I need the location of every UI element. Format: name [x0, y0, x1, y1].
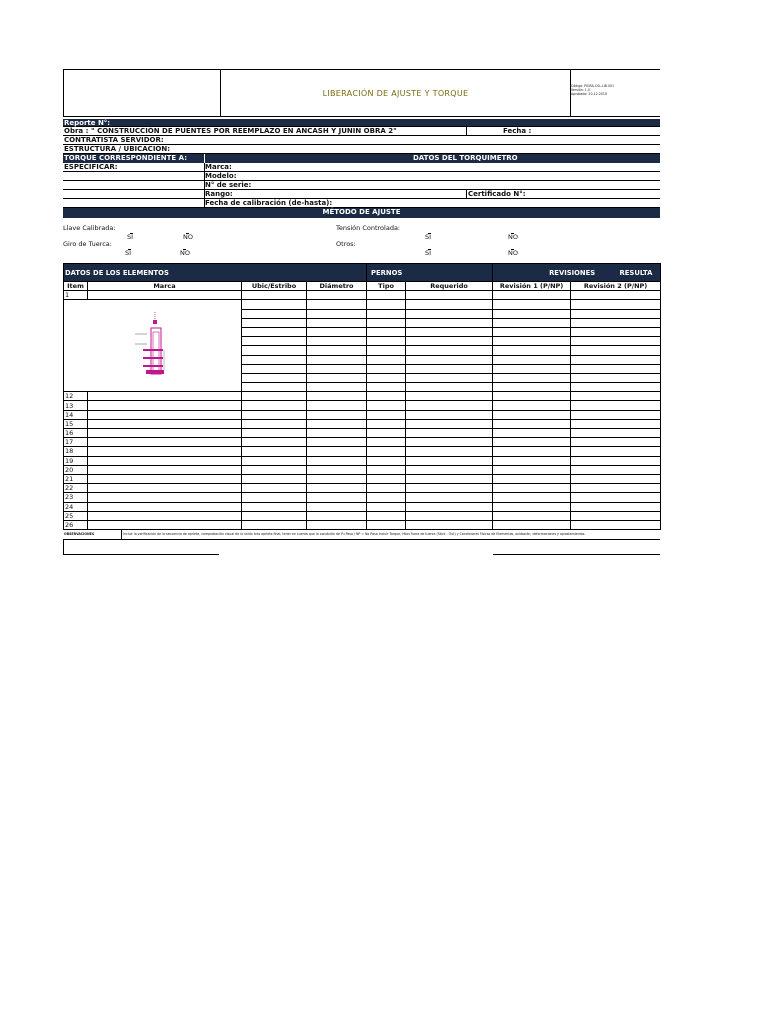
- table-cell[interactable]: [88, 484, 242, 493]
- especificar-row: [63, 163, 660, 172]
- table-cell[interactable]: [493, 392, 571, 401]
- table-cell[interactable]: [493, 355, 571, 364]
- table-row: [64, 419, 661, 428]
- item-number: 19: [64, 456, 88, 465]
- table-cell[interactable]: [307, 373, 367, 382]
- item-number: 18: [64, 447, 88, 456]
- table-cell[interactable]: [307, 355, 367, 364]
- item-number: 22: [64, 484, 88, 493]
- table-cell[interactable]: [406, 383, 493, 392]
- table-cell[interactable]: [571, 383, 661, 392]
- certificado-label: Certificado N°:: [468, 190, 526, 198]
- table-cell[interactable]: [571, 493, 661, 502]
- item-number: 17: [64, 438, 88, 447]
- table-cell[interactable]: [88, 520, 242, 529]
- col-marca: Marca: [88, 282, 242, 291]
- table-cell[interactable]: [307, 447, 367, 456]
- metodo-header: MÉTODO DE AJUSTE: [322, 208, 401, 216]
- table-row: [64, 438, 661, 447]
- table-row: [64, 291, 661, 300]
- item-number: 16: [64, 429, 88, 438]
- table-cell[interactable]: [367, 447, 406, 456]
- table-cell[interactable]: [88, 401, 242, 410]
- table-cell[interactable]: [242, 327, 307, 336]
- table-cell[interactable]: [367, 373, 406, 382]
- table-cell[interactable]: [406, 337, 493, 346]
- table-cell[interactable]: [571, 300, 661, 309]
- table-cell[interactable]: [406, 318, 493, 327]
- table-cell[interactable]: [88, 291, 242, 300]
- table-cell[interactable]: [406, 456, 493, 465]
- table-cell[interactable]: [307, 300, 367, 309]
- table-cell[interactable]: [571, 465, 661, 474]
- table-cell[interactable]: [571, 401, 661, 410]
- item-number: 25: [64, 511, 88, 520]
- table-cell[interactable]: [493, 447, 571, 456]
- table-cell[interactable]: [307, 410, 367, 419]
- table-cell[interactable]: [571, 309, 661, 318]
- observaciones-row: [63, 530, 660, 540]
- table-cell[interactable]: [493, 401, 571, 410]
- table-cell[interactable]: [493, 364, 571, 373]
- table-cell[interactable]: [307, 511, 367, 520]
- torque-header-row: [63, 154, 660, 163]
- logo-area: [64, 70, 221, 116]
- table-cell[interactable]: [242, 474, 307, 483]
- obra-label: Obra :: [64, 127, 89, 135]
- table-cell[interactable]: [307, 318, 367, 327]
- table-cell[interactable]: [493, 419, 571, 428]
- llave-calibrada-label: Llave Calibrada:: [63, 224, 116, 232]
- table-cell[interactable]: [406, 410, 493, 419]
- metodo-ajuste-block: Llave Calibrada: SI NO Giro de Tuerca: SI NO Tensión Controlada: SI NO Otros: SI NO: [63, 218, 660, 263]
- table-cell[interactable]: [88, 456, 242, 465]
- table-cell[interactable]: [367, 484, 406, 493]
- item-number: 1: [64, 291, 88, 300]
- table-cell[interactable]: [493, 520, 571, 529]
- table-cell[interactable]: [493, 318, 571, 327]
- table-cell[interactable]: [406, 401, 493, 410]
- table-cell[interactable]: [571, 364, 661, 373]
- table-cell[interactable]: [406, 511, 493, 520]
- pernos-header: PERNOS: [367, 264, 493, 282]
- signature-line-left: [63, 554, 219, 555]
- table-cell[interactable]: [406, 364, 493, 373]
- table-cell[interactable]: [571, 337, 661, 346]
- table-cell[interactable]: [88, 447, 242, 456]
- table-cell[interactable]: [242, 392, 307, 401]
- table-cell[interactable]: [242, 419, 307, 428]
- table-cell[interactable]: [367, 493, 406, 502]
- torque-correspondiente-label: TORQUE CORRESPONDIENTE A:: [64, 154, 187, 162]
- table-cell[interactable]: [307, 493, 367, 502]
- contratista-label: CONTRATISTA SERVIDOR:: [64, 136, 164, 144]
- meta-code: Código: PIGRA-CSL-LIB-001: [571, 84, 615, 88]
- table-row: [64, 447, 661, 456]
- table-cell[interactable]: [367, 456, 406, 465]
- table-cell[interactable]: [367, 383, 406, 392]
- table-cell[interactable]: [571, 456, 661, 465]
- reporte-row: [63, 119, 660, 127]
- table-cell[interactable]: [493, 309, 571, 318]
- table-cell[interactable]: [406, 429, 493, 438]
- estructura-row: [63, 145, 660, 154]
- table-cell[interactable]: [242, 318, 307, 327]
- table-cell[interactable]: [307, 309, 367, 318]
- col-item: Item: [64, 282, 88, 291]
- rango-label: Rango:: [205, 190, 233, 198]
- table-row: [64, 429, 661, 438]
- observaciones-label: OBSERVACIONES: [64, 532, 95, 537]
- table-cell[interactable]: [406, 373, 493, 382]
- signature-line-right: [493, 554, 660, 555]
- table-cell[interactable]: [242, 438, 307, 447]
- contratista-row: [63, 136, 660, 145]
- table-cell[interactable]: [493, 474, 571, 483]
- col-revision1: Revisión 1 (P/NP): [493, 282, 571, 291]
- table-cell[interactable]: [242, 383, 307, 392]
- table-cell[interactable]: [242, 355, 307, 364]
- table-cell[interactable]: [307, 456, 367, 465]
- table-cell[interactable]: [88, 429, 242, 438]
- footer-signature-area: [63, 540, 660, 548]
- elements-table: [63, 263, 661, 530]
- table-cell[interactable]: [493, 291, 571, 300]
- table-cell[interactable]: [242, 520, 307, 529]
- giro-tuerca-label: Giro de Tuerca:: [63, 240, 112, 248]
- col-tipo: Tipo: [367, 282, 406, 291]
- col-ubic: Ubic/Estribo: [242, 282, 307, 291]
- table-cell[interactable]: [307, 438, 367, 447]
- table-row: [64, 410, 661, 419]
- table-cell[interactable]: [493, 383, 571, 392]
- table-cell[interactable]: [88, 410, 242, 419]
- table-cell[interactable]: [571, 484, 661, 493]
- datos-torquimetro-label: DATOS DEL TORQUIMETRO: [413, 154, 518, 162]
- document-meta: [571, 84, 614, 96]
- table-cell[interactable]: [406, 346, 493, 355]
- table-cell[interactable]: [493, 511, 571, 520]
- table-cell[interactable]: [493, 502, 571, 511]
- table-cell[interactable]: [406, 438, 493, 447]
- meta-version: Versión: 1.0: [571, 88, 590, 92]
- table-cell[interactable]: [367, 318, 406, 327]
- table-cell[interactable]: [242, 401, 307, 410]
- reporte-label: Reporte N°:: [64, 119, 111, 127]
- table-cell[interactable]: [88, 419, 242, 428]
- table-cell[interactable]: [493, 456, 571, 465]
- table-cell[interactable]: [367, 429, 406, 438]
- table-cell[interactable]: [571, 474, 661, 483]
- table-cell[interactable]: [406, 327, 493, 336]
- table-cell[interactable]: [406, 300, 493, 309]
- table-row: [64, 474, 661, 483]
- table-cell[interactable]: [406, 502, 493, 511]
- table-cell[interactable]: [406, 392, 493, 401]
- observaciones-text: Incluir la verificación de la secuencia de apriete, comprobación visual de la unión tras apriete final, tener en cuenta que la condición de P=Pasa / NP = No Pasa incluir Torque, Hilos fuera de tuerca (Stick - Out) y Condiciones Fisicas de Elementos, oxidación, deformaciones y aplastamientos.: [123, 532, 586, 537]
- table-cell[interactable]: [307, 383, 367, 392]
- table-cell[interactable]: [367, 337, 406, 346]
- table-cell[interactable]: [493, 337, 571, 346]
- table-cell[interactable]: [571, 346, 661, 355]
- table-cell[interactable]: [88, 493, 242, 502]
- datos-elementos-header: DATOS DE LOS ELEMENTOS: [64, 264, 367, 282]
- table-cell[interactable]: [242, 493, 307, 502]
- table-cell[interactable]: [493, 484, 571, 493]
- elements-column-header-row: [64, 282, 661, 291]
- table-cell[interactable]: [493, 438, 571, 447]
- table-cell[interactable]: [367, 401, 406, 410]
- form-sheet: [63, 69, 660, 548]
- col-requerido: Requerido: [406, 282, 493, 291]
- bolt-assembly-drawing: [133, 310, 173, 380]
- table-row: [64, 300, 661, 309]
- table-cell[interactable]: [406, 493, 493, 502]
- item-number: 23: [64, 493, 88, 502]
- table-cell[interactable]: [367, 502, 406, 511]
- elements-section-header: [64, 264, 661, 282]
- serie-label: N° de serie:: [205, 181, 252, 189]
- table-cell[interactable]: [242, 511, 307, 520]
- especificar-label: ESPECIFICAR:: [64, 163, 118, 171]
- table-cell[interactable]: [493, 346, 571, 355]
- obra-value: " CONSTRUCCIÓN DE PUENTES POR REEMPLAZO EN ANCASH Y JUNIN OBRA 2": [91, 127, 397, 135]
- table-cell[interactable]: [242, 300, 307, 309]
- table-cell[interactable]: [88, 502, 242, 511]
- table-cell[interactable]: [367, 474, 406, 483]
- modelo-label: Modelo:: [205, 172, 237, 180]
- table-cell[interactable]: [242, 291, 307, 300]
- table-cell[interactable]: [307, 474, 367, 483]
- table-cell[interactable]: [367, 410, 406, 419]
- table-cell[interactable]: [307, 401, 367, 410]
- table-cell[interactable]: [367, 309, 406, 318]
- table-cell[interactable]: [493, 429, 571, 438]
- table-cell[interactable]: [307, 465, 367, 474]
- table-cell[interactable]: [242, 309, 307, 318]
- serie-row: [63, 181, 660, 190]
- table-cell[interactable]: [571, 502, 661, 511]
- table-cell[interactable]: [493, 493, 571, 502]
- table-cell[interactable]: [242, 410, 307, 419]
- table-cell[interactable]: [406, 484, 493, 493]
- table-cell[interactable]: [367, 346, 406, 355]
- table-cell[interactable]: [367, 327, 406, 336]
- table-row: [64, 456, 661, 465]
- table-row: [64, 465, 661, 474]
- rango-row: [63, 190, 660, 199]
- table-cell[interactable]: [406, 309, 493, 318]
- table-cell[interactable]: [367, 364, 406, 373]
- item-number: 20: [64, 465, 88, 474]
- estructura-label: ESTRUCTURA / UBICACIÓN:: [64, 145, 171, 153]
- table-cell[interactable]: [307, 429, 367, 438]
- table-cell[interactable]: [367, 300, 406, 309]
- tension-controlada-label: Tensión Controlada:: [336, 224, 401, 232]
- table-cell[interactable]: [571, 291, 661, 300]
- table-cell[interactable]: [571, 511, 661, 520]
- table-cell[interactable]: [571, 318, 661, 327]
- table-row: [64, 392, 661, 401]
- table-cell[interactable]: [88, 474, 242, 483]
- form-title: LIBERACIÓN DE AJUSTE Y TORQUE: [221, 70, 571, 116]
- table-row: [64, 511, 661, 520]
- table-cell[interactable]: [406, 419, 493, 428]
- table-cell[interactable]: [307, 484, 367, 493]
- table-cell[interactable]: [307, 419, 367, 428]
- table-cell[interactable]: [307, 327, 367, 336]
- table-cell[interactable]: [571, 410, 661, 419]
- table-cell[interactable]: [242, 429, 307, 438]
- table-cell[interactable]: [367, 511, 406, 520]
- table-cell[interactable]: [571, 429, 661, 438]
- modelo-row: [63, 172, 660, 181]
- col-revision2: Revisión 2 (P/NP): [571, 282, 661, 291]
- table-row: [64, 493, 661, 502]
- table-cell[interactable]: [307, 520, 367, 529]
- form-header: [63, 69, 660, 117]
- table-cell[interactable]: [242, 484, 307, 493]
- table-row: [64, 401, 661, 410]
- table-cell[interactable]: [242, 364, 307, 373]
- table-row: [64, 484, 661, 493]
- table-cell[interactable]: [307, 502, 367, 511]
- table-cell[interactable]: [242, 373, 307, 382]
- table-cell[interactable]: [242, 447, 307, 456]
- table-cell[interactable]: [88, 392, 242, 401]
- table-cell[interactable]: [571, 373, 661, 382]
- marca-label: Marca:: [205, 163, 232, 171]
- fecha-calibracion-label: Fecha de calibración (de-hasta):: [205, 199, 333, 207]
- table-cell[interactable]: [406, 355, 493, 364]
- item-number: 14: [64, 410, 88, 419]
- table-cell[interactable]: [406, 474, 493, 483]
- table-cell[interactable]: [406, 291, 493, 300]
- item-number: 12: [64, 392, 88, 401]
- table-cell[interactable]: [571, 438, 661, 447]
- table-cell[interactable]: [242, 337, 307, 346]
- fecha-label: Fecha :: [503, 127, 532, 135]
- table-cell[interactable]: [571, 355, 661, 364]
- table-cell[interactable]: [307, 291, 367, 300]
- table-cell[interactable]: [493, 465, 571, 474]
- table-cell[interactable]: [367, 438, 406, 447]
- table-cell[interactable]: [493, 300, 571, 309]
- table-cell[interactable]: [307, 392, 367, 401]
- table-cell[interactable]: [571, 327, 661, 336]
- item-number: 13: [64, 401, 88, 410]
- table-cell[interactable]: [493, 373, 571, 382]
- table-cell[interactable]: [307, 364, 367, 373]
- table-cell[interactable]: [571, 447, 661, 456]
- table-cell[interactable]: [307, 337, 367, 346]
- table-cell[interactable]: [571, 392, 661, 401]
- table-cell[interactable]: [88, 465, 242, 474]
- calibracion-row: [63, 199, 660, 208]
- table-cell[interactable]: [88, 511, 242, 520]
- table-cell[interactable]: [367, 392, 406, 401]
- meta-approved: Aprobado: 20-12-2019: [571, 92, 607, 96]
- table-row: [64, 520, 661, 529]
- metodo-header-row: [63, 208, 660, 218]
- table-cell[interactable]: [242, 465, 307, 474]
- table-cell[interactable]: [493, 410, 571, 419]
- table-row: [64, 502, 661, 511]
- obra-row: [63, 127, 660, 136]
- sketch-cell: [64, 300, 242, 392]
- revisiones-header: REVISIONES RESULTA: [493, 264, 661, 282]
- table-cell[interactable]: [406, 520, 493, 529]
- item-number: 21: [64, 474, 88, 483]
- item-number: 24: [64, 502, 88, 511]
- table-cell[interactable]: [242, 456, 307, 465]
- col-diametro: Diámetro: [307, 282, 367, 291]
- table-cell[interactable]: [367, 520, 406, 529]
- table-cell[interactable]: [367, 291, 406, 300]
- item-number: 26: [64, 520, 88, 529]
- table-cell[interactable]: [88, 438, 242, 447]
- table-cell[interactable]: [571, 419, 661, 428]
- table-cell[interactable]: [406, 447, 493, 456]
- table-cell[interactable]: [307, 346, 367, 355]
- table-cell[interactable]: [367, 465, 406, 474]
- table-cell[interactable]: [242, 346, 307, 355]
- item-number: 15: [64, 419, 88, 428]
- table-cell[interactable]: [493, 327, 571, 336]
- table-cell[interactable]: [406, 465, 493, 474]
- table-cell[interactable]: [571, 520, 661, 529]
- table-cell[interactable]: [367, 419, 406, 428]
- otros-label: Otros:: [336, 240, 356, 248]
- table-cell[interactable]: [242, 502, 307, 511]
- table-cell[interactable]: [367, 355, 406, 364]
